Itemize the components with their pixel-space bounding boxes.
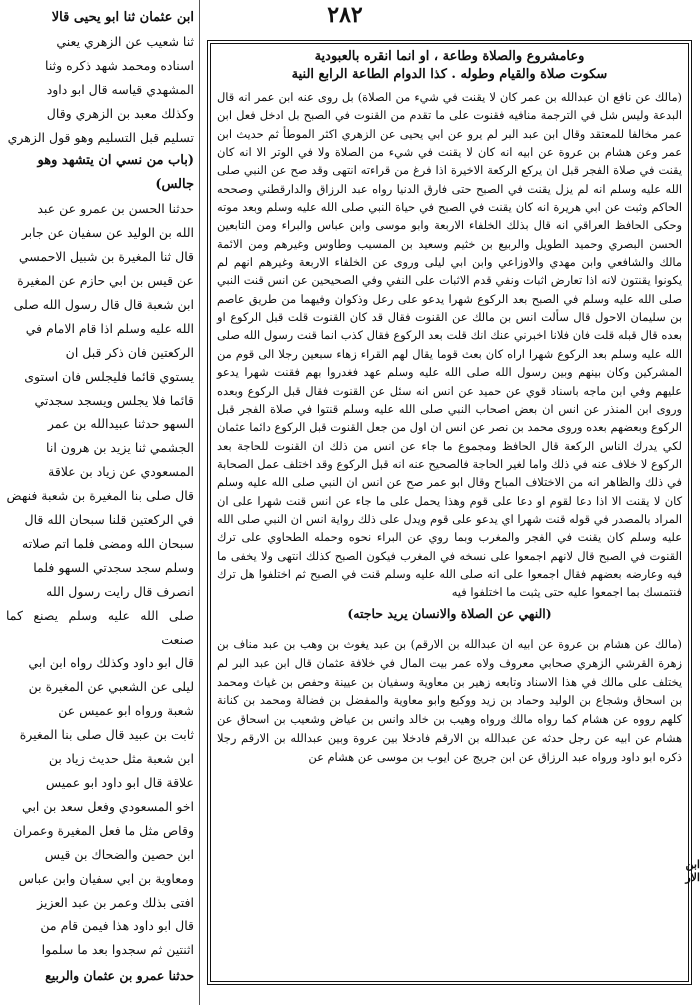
side-line: ابن شعبة قال قال رسول الله صلى	[13, 296, 194, 312]
side-line: صلى الله عليه وسلم يصنع كما صنعت	[6, 607, 194, 647]
side-chapter-heading: (باب من نسي ان يتشهد وهو	[37, 153, 194, 169]
margin-note: ابن الار	[685, 858, 700, 884]
side-line: وقاص مثل ما فعل المغيرة وعمران	[13, 822, 194, 838]
side-line: سبحان الله ومضى فلما اتم صلاته	[22, 535, 194, 551]
side-line: السهو حدثنا عبيدالله بن عمر	[47, 416, 194, 432]
commentary-paragraph: (مالك عن نافع ان عبدالله بن عمر كان لا يقنت في شيء من الصلاة) بل روى عنه ابن عمر انه قال البدعة وليس شل في الترجمة منافيه فقنوت على ما تقدم من القنوت في الصبح بل ادخل فعل ابن عمر مخالفا للمعتقد وقال ابن عبد البر لم يرو عن ابي يحيى عن الزهري اكثر الموطأ ثم حديث ابن عمر وعن هشام بن عروة عن ابيه انه كان لا يقنت في شيء من الصلاة ولا في الوتر الا انه كان يقنت في صلاة الفجر قبل ان يركع الركعة الاخيرة اذا فرغ من قراءته انتهى وقد صح عن النبي صلى الله عليه وسلم انه لم يزل يقنت في الصبح حتى فارق الدنيا رواه عبد الرزاق والدارقطني وصححه الحاكم وثبت عن ابي هريرة انه كان يقنت في الصبح في حياة النبي صلى الله عليه وسلم وبعد موته وحكى الحافظ العراقي انه قال بذلك الخلفاء الاربعة وابو موسى وابن عباس والبراء ومن التابعين الحسن البصري وحميد الطويل والربيع بن خثيم وسعيد بن المسيب وطاوس وغيرهم ومن الائمة مالك والشافعي وابن مهدي والاوزاعي وابن ابي ليلى وروى عن الخلفاء الاربعة وغيرهم انهم لم يكونوا يقنتون لانه اذا تعارض اثبات ونفي قدم الاثبات على النفي وفي الصحيحين عن انس قنت النبي صلى الله عليه وسلم في الصبح بعد الركوع شهرا يدعو على رعل وذكوان وفيهما من طريق عاصم بن سليمان الاحول قال سألت انس بن مالك عن القنوت فقال قد كان القنوت قلت قبل الركوع او بعده قال قبله قلت فان فلانا اخبرني عنك انك قلت بعد الركوع فقال كذب انما قنت رسول الله صلى الله عليه وسلم بعد الركوع شهرا اراه كان بعث قوما يقال لهم القراء زهاء سبعين رجلا الى قوم من المشركين وكان بينهم وبين رسول الله صلى الله عليه وسلم عهد فغدروا بهم فقنت شهرا يدعو عليهم وفي ابن ماجه باسناد قوي عن حميد عن انس انه سئل عن القنوت فقال قبل الركوع وبعده وروى ابن المنذر عن انس ان بعض اصحاب النبي صلى الله عليه وسلم قنتوا في صلاة الفجر قبل الركوع وبعضهم بعده وروى محمد بن نصر عن انس ان اول من جعل القنوت قبل الركوع دائما عثمان لكي يدرك الناس الركعة قال الحافظ ومجموع ما جاء عن انس من ذلك ان القنوت للحاجة بعد الركوع لا خلاف عنه في ذلك واما لغير الحاجة فالصحيح عنه انه قبل الركوع وقد اختلف عمل الصحابة في ذلك والظاهر انه من الاختلاف المباح وقال ابو عمر صح عن انس ان النبي صلى الله عليه وسلم كان لا يقنت الا اذا دعا لقوم او دعا على قوم وهذا يحمل على ما جاء عن انس قنت شهرا على ان المراد بالمصدر في قوله قنت شهرا اي يدعو على قوم ويدل على ذلك رواية انس ان النبي صلى الله عليه وسلم كان يقنت في الفجر والمغرب وبما روي عن البراء نحوه وحمله الطحاوي على ترك القنوت في الصبح قال لانهم اجمعوا على نسخه في المغرب فيكون الصبح كذلك انتهى ولا يخفى ما فيه وعارضه بعضهم فقال اجمعوا على انه صلى الله عليه وسلم قنت في الصبح ثم اختلفوا هل ترك فنتمسك بما اجمعوا عليه حتى يثبت ما اختلفوا فيه	[217, 90, 682, 600]
side-line: ابن شعبة مثل حديث زياد بن	[48, 751, 194, 767]
side-line: قال ثنا المغيرة بن شبيل الاحمسي	[18, 249, 194, 265]
side-line: ليلى عن الشعبي عن المغيرة بن	[28, 679, 194, 695]
side-line: شعبة ورواه ابو عميس عن	[58, 703, 194, 719]
side-line: الله عليه وسلم اذا قام الامام في	[25, 320, 194, 336]
side-line: في الركعتين قلنا سبحان الله قال	[24, 512, 194, 528]
side-line: ابن حصين والضحاك بن قيس	[44, 846, 194, 862]
page-number: ٢٨٢	[327, 2, 363, 28]
side-chapter-heading: جالس)	[155, 177, 194, 193]
side-line: قال صلى بنا المغيرة بن شعبة فنهض	[6, 488, 194, 504]
header-line: سكوت صلاة والقيام وطوله . كذا الدوام الطاعة الرابع النية	[291, 67, 608, 82]
side-line: وسلم سجد سجدتي السهو فلما	[33, 559, 194, 575]
commentary-body-2	[217, 635, 682, 767]
side-line: يستوي قائما فليجلس فان استوى	[24, 368, 194, 384]
side-line: افتى بذلك وعمر بن عبد العزيز	[37, 894, 194, 910]
side-line: عن قيس بن ابي حازم عن المغيرة	[17, 272, 194, 288]
side-line: تسليم قبل التسليم وهو قول الزهري	[7, 129, 194, 145]
side-line: المسعودي عن زياد بن علاقة	[48, 464, 194, 480]
side-line: الركعتين فان ذكر قبل ان	[65, 344, 194, 360]
side-line: حدثنا الحسن بن عمرو عن عبد	[37, 201, 194, 217]
column-divider	[199, 0, 200, 1005]
side-line: المشهدي قياسه قال ابو داود	[46, 81, 194, 97]
side-line: الله بن الوليد عن سفيان عن جابر	[21, 225, 194, 241]
commentary-body	[217, 88, 682, 602]
side-line: ثابت بن عبيد قال صلى بنا المغيرة	[19, 727, 194, 743]
side-line: وكذلك معبد بن الزهري وقال	[46, 105, 194, 121]
side-line: علاقة قال ابو داود ابو عميس	[45, 775, 194, 790]
side-line: ثنا شعيب عن الزهري يعني	[56, 33, 194, 49]
commentary-paragraph: (مالك عن هشام بن عروة عن ابيه ان عبدالله بن الارقم) بن عبد يغوث بن وهب بن عبد مناف بن زهرة القرشي الزهري صحابي معروف ولاه عمر بيت المال في خلافة عثمان قال ابن عبد البر لم يختلف على مالك في هذا الاسناد وتابعه زهير بن معاوية وسفيان بن عيينة وحفص بن غياث ومحمد بن اسحاق وشجاع بن الوليد وحماد بن زيد ووكيع وابو معاوية والمفضل بن فضالة ومحمد بن كنانة كلهم رووه عن هشام كما رواه مالك ورواه وهيب بن خالد وانس بن عياض وشعيب بن اسحاق عن هشام عن ابيه عن رجل حدثه عن عبدالله بن الارقم فادخلا بين عروة وبين عبدالله بن الارقم رجلا ذكره ابو داود ورواه عبد الرزاق عن ابن جريج عن ايوب بن موسى عن هشام عن	[217, 637, 682, 764]
side-column	[6, 6, 194, 1001]
side-line: ومعاوية بن ابي سفيان وابن عباس	[18, 870, 194, 886]
side-bottom-line: حدثنا عمرو بن عثمان والربيع	[45, 968, 194, 983]
commentary-box	[207, 40, 692, 985]
side-line: اسناده ومحمد شهد ذكره وثنا	[45, 57, 194, 73]
side-line: قال ابو داود هذا فيمن قام من	[40, 918, 194, 934]
header-line: وعامشروع والصلاة وطاعة ، او انما انقره بالعبودية	[314, 49, 585, 64]
chapter-title: (النهي عن الصلاة والانسان يريد حاجته)	[347, 605, 552, 621]
side-line: الجشمي ثنا يزيد بن هرون انا	[46, 440, 194, 456]
commentary-header	[217, 48, 682, 84]
side-line: قال ابو داود وكذلك رواه ابن ابي	[28, 655, 194, 671]
side-line: اخو المسعودي وفعل سعد بن ابي	[22, 798, 194, 814]
side-line: قائما فلا يجلس ويسجد سجدتي	[34, 392, 194, 408]
side-header-line: ابن عثمان ثنا ابو يحيى قالا	[51, 10, 194, 25]
side-line: اثنتين ثم سجدوا بعد ما سلموا	[41, 942, 194, 958]
side-line: انصرف قال رايت رسول الله	[46, 583, 194, 599]
